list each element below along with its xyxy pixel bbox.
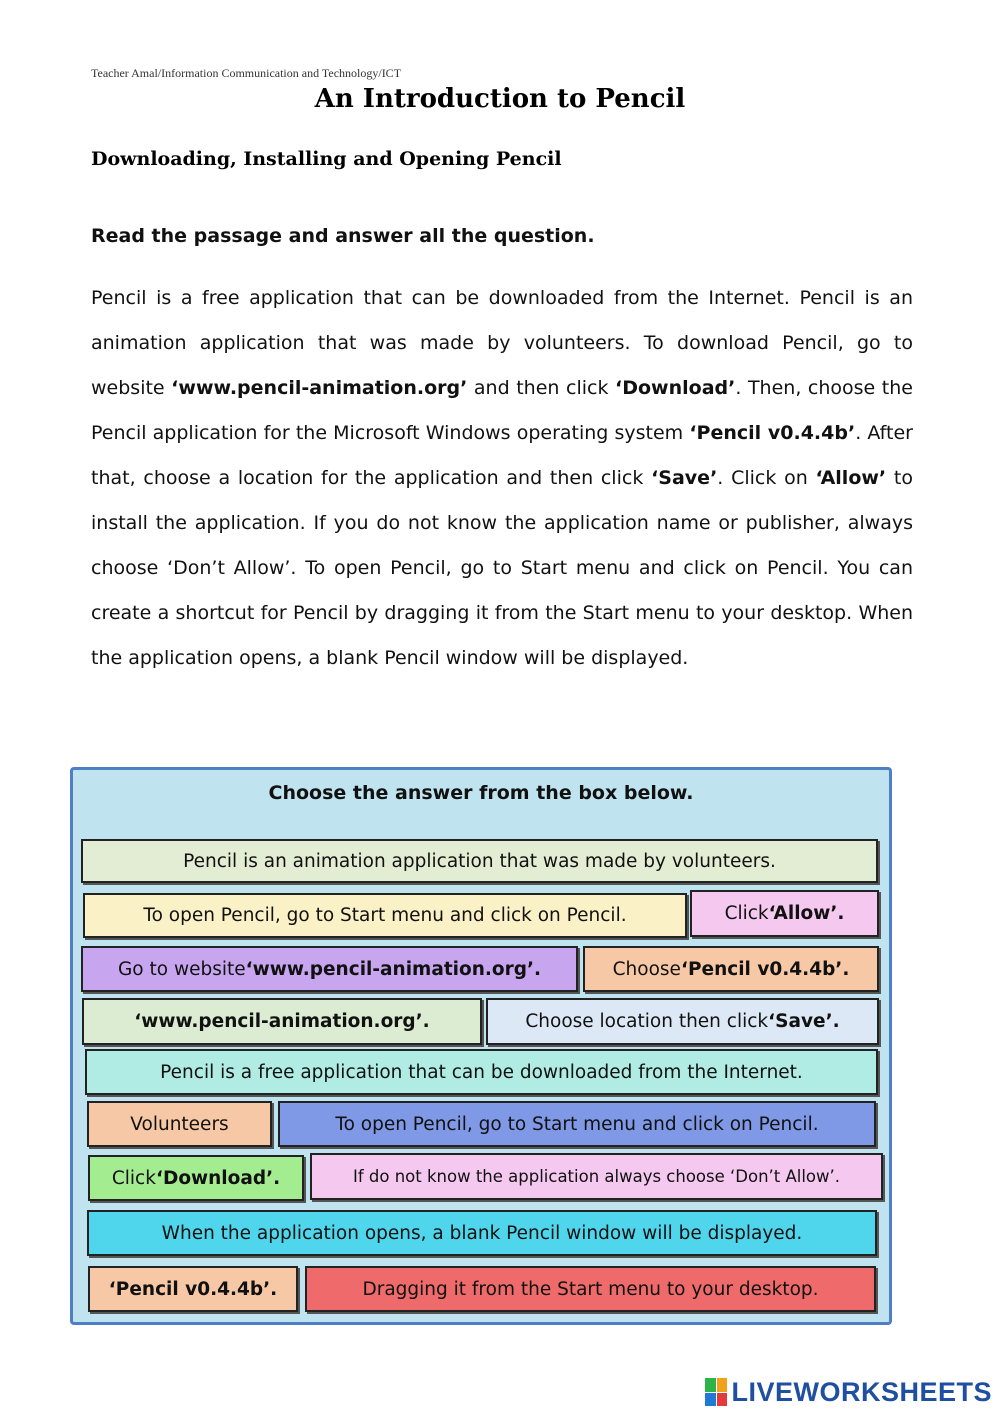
answer-card[interactable]: Volunteers <box>87 1101 272 1147</box>
answer-card[interactable]: Choose ‘Pencil v0.4.4b’. <box>583 946 879 992</box>
liveworksheets-text: LIVEWORKSHEETS <box>731 1376 992 1407</box>
answer-card[interactable]: Pencil is an animation application that was made by volunteers. <box>81 839 878 883</box>
answer-box-heading: Choose the answer from the box below. <box>268 782 694 804</box>
instruction-text: Read the passage and answer all the question. <box>91 225 595 247</box>
answer-card[interactable]: ‘www.pencil-animation.org’. <box>82 998 482 1045</box>
liveworksheets-logo <box>705 1372 992 1412</box>
header-note: Teacher Amal/Information Communication and Technology/ICT <box>91 66 402 80</box>
answer-card[interactable]: Go to website ‘www.pencil-animation.org’. <box>81 946 578 992</box>
liveworksheets-icon <box>705 1378 727 1406</box>
page-subtitle: Downloading, Installing and Opening Pencil <box>91 148 562 170</box>
answer-box <box>70 767 892 1325</box>
answer-card[interactable]: If do not know the application always choose ‘Don’t Allow’. <box>310 1153 883 1200</box>
answer-card[interactable]: Pencil is a free application that can be downloaded from the Internet. <box>85 1049 878 1095</box>
answer-card[interactable]: Dragging it from the Start menu to your desktop. <box>305 1266 876 1312</box>
page-title: An Introduction to Pencil <box>314 84 686 114</box>
answer-card[interactable]: When the application opens, a blank Pencil window will be displayed. <box>87 1210 877 1256</box>
answer-card[interactable]: ‘Pencil v0.4.4b’. <box>88 1266 298 1312</box>
reading-passage: Pencil is a free application that can be downloaded from the Internet. Pencil is an animation application that was made by volunteers. To download Pencil, go to website ‘www.pencil-animation.org’ and then click ‘Download’. Then, choose the Pencil application for the Microsoft Windows operating system ‘Pencil v0.4.4b’. After that, choose a location for the application and then click ‘Save’. Click on ‘Allow’ to install the application. If you do not know the application name or publisher, always choose ‘Don’t Allow’. To open Pencil, go to Start menu and click on Pencil. You can create a shortcut for Pencil by dragging it from the Start menu to your desktop. When the application opens, a blank Pencil window will be displayed. <box>91 287 913 669</box>
answer-card[interactable]: Choose location then click ‘Save’. <box>486 998 879 1045</box>
answer-card[interactable]: Click ‘Allow’. <box>690 890 879 937</box>
answer-card[interactable]: To open Pencil, go to Start menu and click on Pencil. <box>278 1101 876 1147</box>
answer-card[interactable]: To open Pencil, go to Start menu and click on Pencil. <box>83 893 687 938</box>
answer-card[interactable]: Click ‘Download’. <box>88 1155 304 1201</box>
